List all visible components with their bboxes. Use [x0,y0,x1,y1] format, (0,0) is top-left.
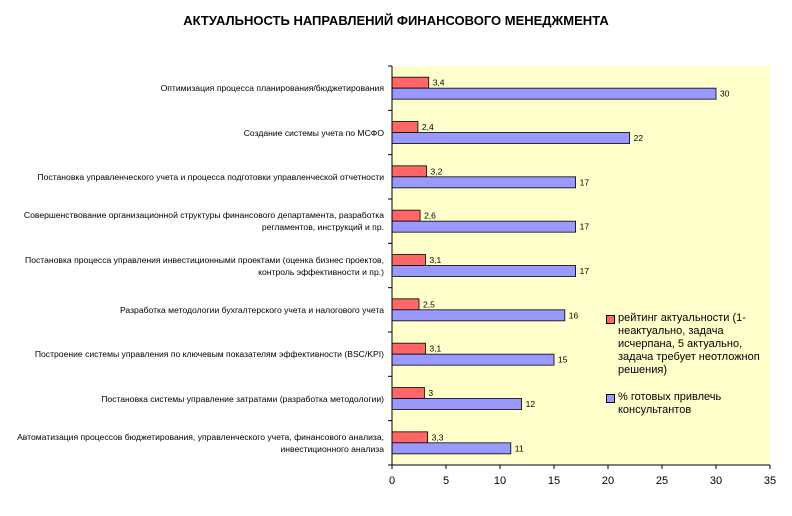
category-label: Построение системы управления по ключевым показателям эффективности (BSC/KPI) [34,349,384,360]
rating-data-label: 3 [428,388,434,398]
rating-bar [392,122,418,133]
rating-bar [392,166,427,177]
category-label: Разработка методологии бухгалтерского учета и налогового учета [119,304,384,315]
rating-bar [392,388,424,399]
x-tick-label: 10 [493,475,507,487]
rating-data-label: 3,3 [431,432,444,443]
rating-data-label: 2,4 [421,122,434,132]
legend-label-consultants: % готовых привлечь консультантов [618,391,722,416]
x-tick-label: 0 [388,475,396,487]
x-tick-label: 20 [601,475,615,487]
consultants-data-label: 12 [525,399,536,409]
rating-data-label: 3,2 [430,166,443,177]
x-tick-label: 5 [442,475,450,487]
consultants-data-label: 17 [579,221,590,232]
legend-item-rating [606,312,774,377]
consultants-bar [392,88,716,99]
category-label: Оптимизация процесса планирования/бюджетирования [160,83,384,94]
consultants-bar [392,310,565,321]
consultants-data-label: 30 [720,88,730,99]
rating-data-label: 3,1 [429,255,442,265]
rating-bar [392,255,425,266]
consultants-bar [392,399,522,410]
consultants-data-label: 16 [568,310,579,321]
legend [606,312,774,431]
consultants-bar [392,354,554,365]
category-label: Совершенствование организационной структуры финансового департамента, разработка регламентов, инструкций и пр. [23,210,384,233]
category-label: Постановка системы управление затратами (разработка методологии) [101,393,384,404]
rating-bar [392,77,429,88]
x-tick-label: 30 [709,475,723,487]
rating-data-label: 2,5 [423,299,435,310]
legend-label-rating: рейтинг актуальности (1- неактуально, задача исчерпана, 5 актуально, задача требует неотложноп решения) [618,312,760,376]
consultants-bar [392,221,576,232]
x-tick-label: 25 [655,475,669,487]
rating-data-label: 3,4 [432,77,445,88]
consultants-bar [392,443,511,454]
x-tick-label: 15 [547,475,561,487]
rating-bar [392,210,420,221]
consultants-data-label: 17 [579,266,590,276]
legend-swatch-consultants [606,394,615,403]
consultants-bar [392,266,576,277]
rating-data-label: 2,6 [424,210,436,221]
rating-bar [392,432,428,443]
consultants-data-label: 22 [633,133,644,143]
rating-bar [392,343,425,354]
category-label: Создание системы учета по МСФО [243,127,384,138]
category-label: Постановка процесса управления инвестиционными проектами (оценка бизнес проектов, контроль эффективности и пр.) [25,254,384,277]
category-label: Постановка управленческого учета и процесса подготовки управленческой отчетности [37,171,384,182]
legend-item-consultants [606,391,774,417]
chart-title: АКТУАЛЬНОСТЬ НАПРАВЛЕНИЙ ФИНАНСОВОГО МЕНЕДЖМЕНТА [183,13,609,28]
consultants-data-label: 11 [514,443,524,454]
legend-swatch-rating [606,315,615,324]
consultants-data-label: 17 [579,177,590,188]
category-label: Автоматизация процессов бюджетирования, управленческого учета, финансового анализа, инвестиционного анализа [17,431,384,454]
consultants-data-label: 15 [558,354,568,365]
x-tick-label: 35 [763,475,777,487]
rating-bar [392,299,419,310]
rating-data-label: 3,1 [429,343,442,354]
consultants-bar [392,133,630,144]
consultants-bar [392,177,576,188]
